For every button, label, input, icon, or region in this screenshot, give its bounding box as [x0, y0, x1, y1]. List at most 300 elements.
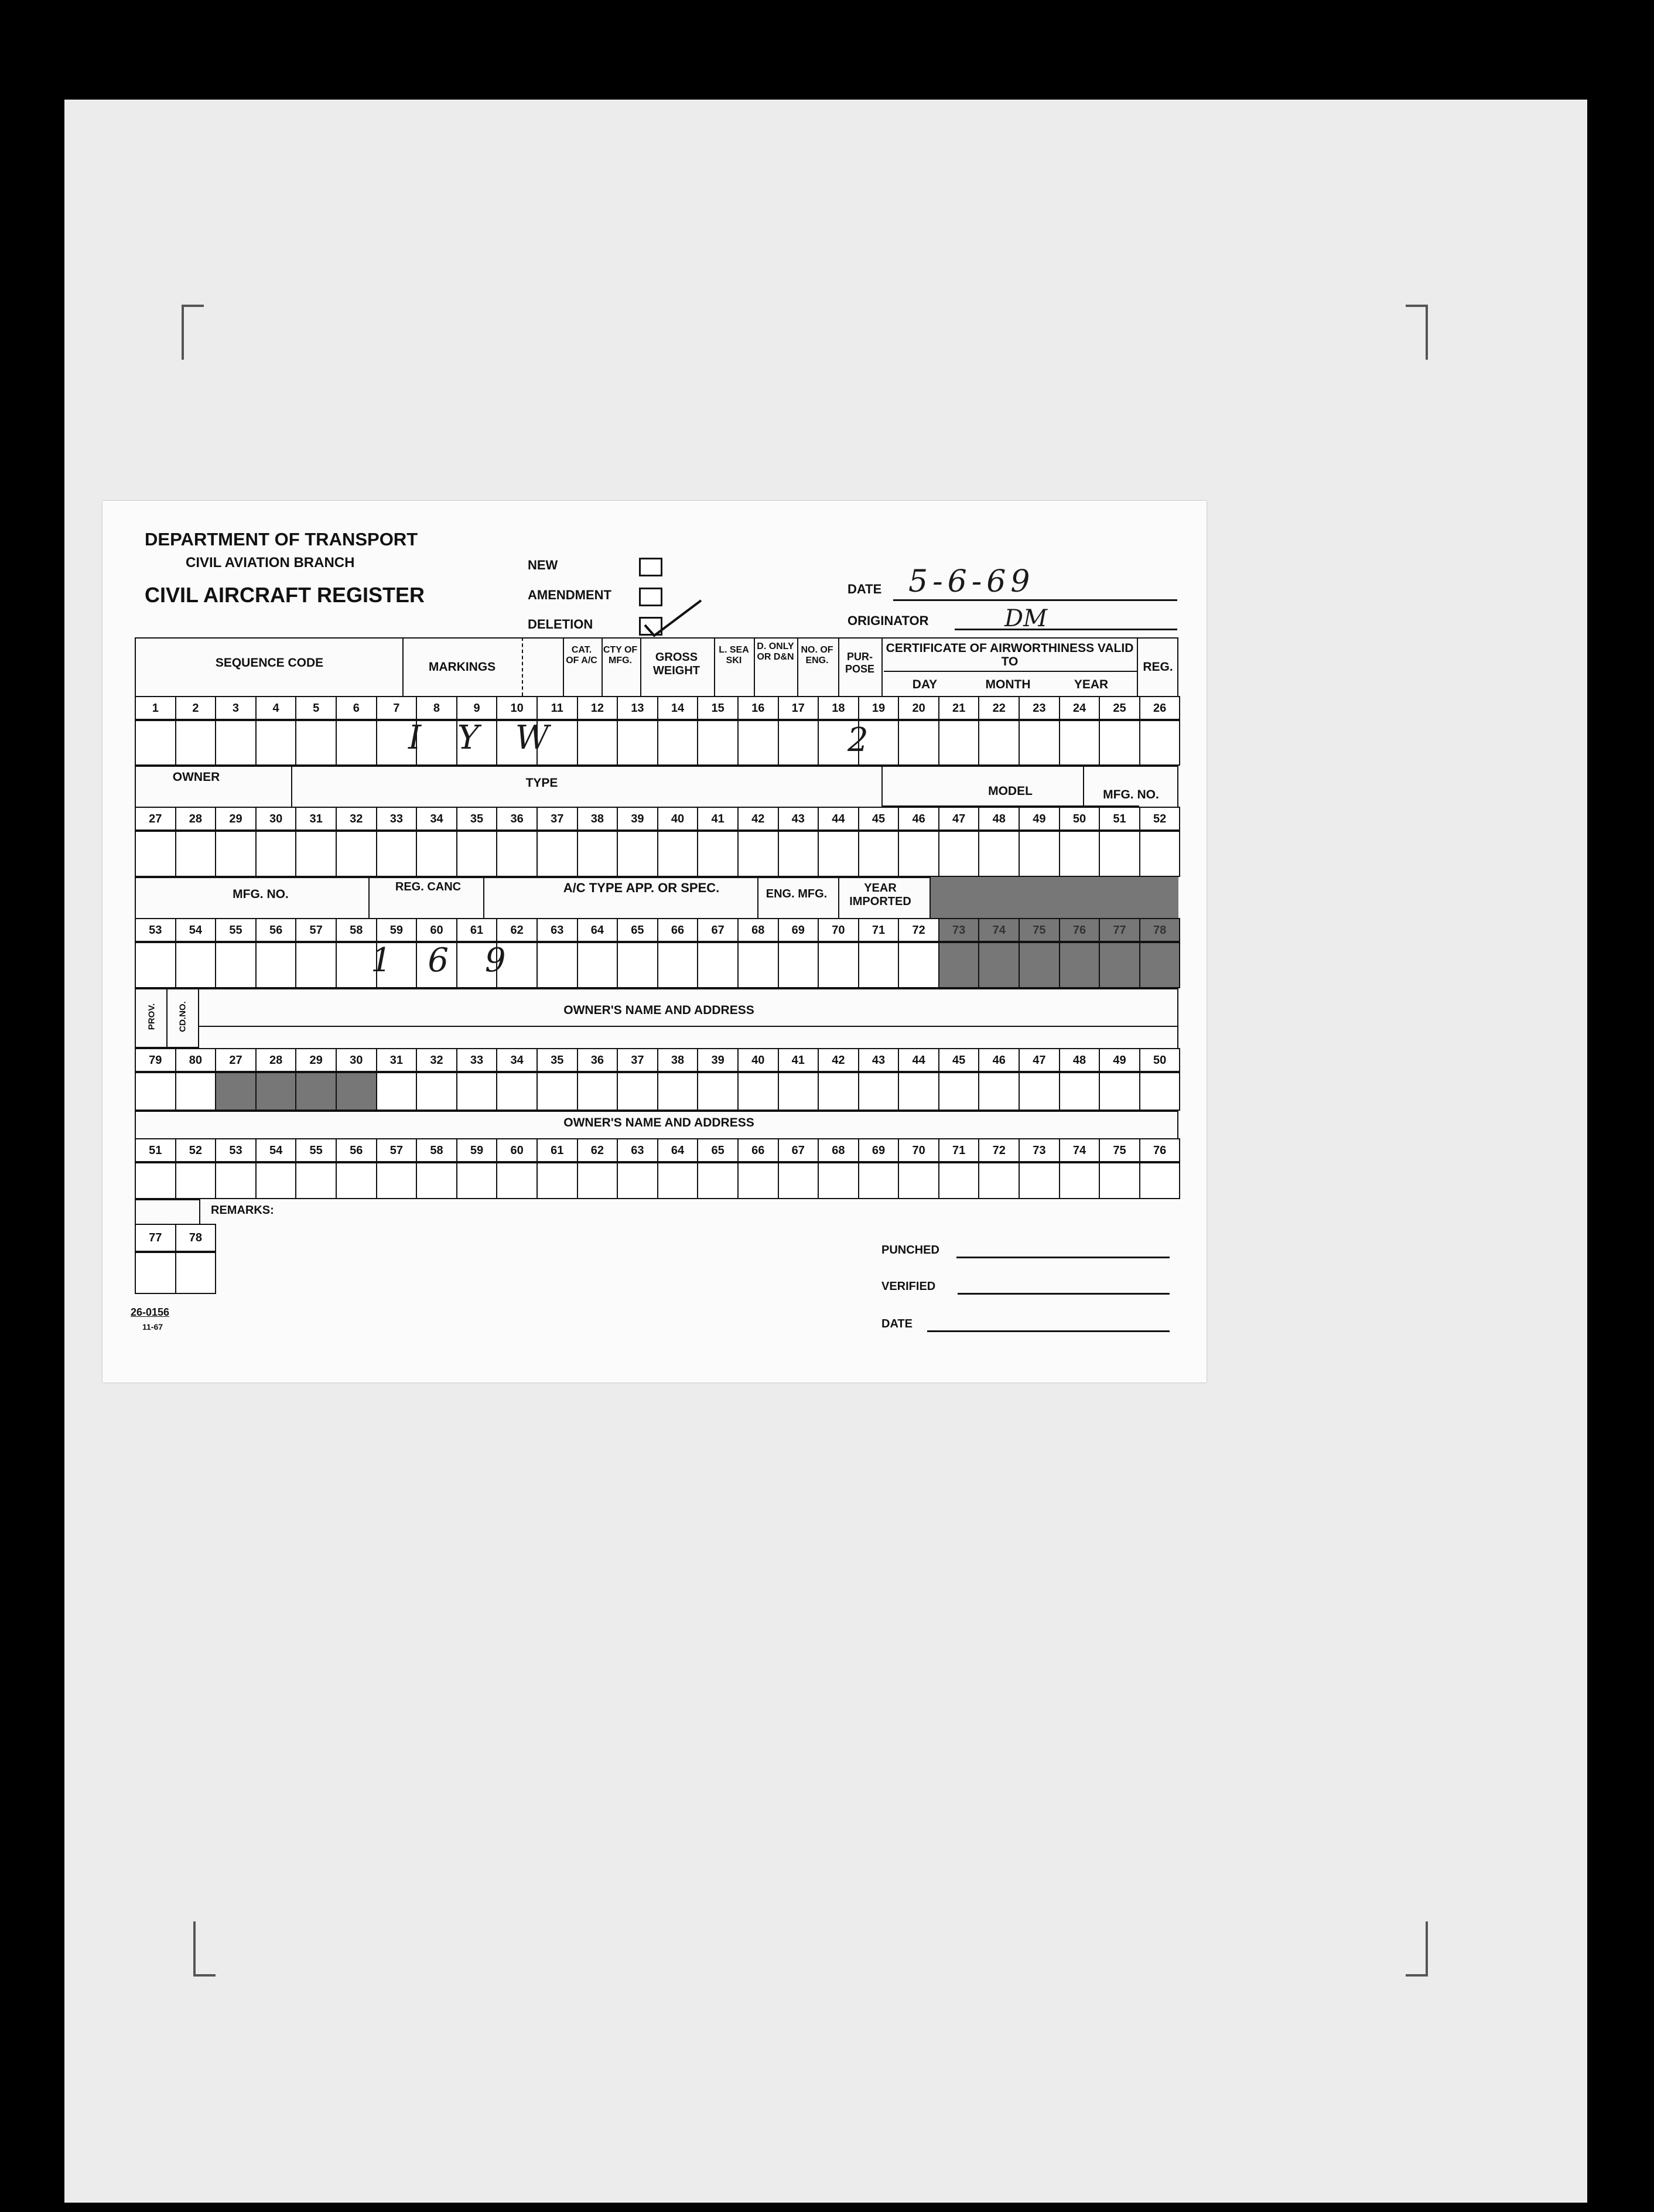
cty-of-mfg-header: CTY OF MFG. [603, 645, 638, 665]
entry-cell-30[interactable] [255, 831, 297, 877]
entry-cell-56[interactable] [255, 942, 297, 988]
crop-mark-top-left [182, 305, 204, 360]
punched-label: PUNCHED [881, 1244, 939, 1257]
column-number-49: 49 [1099, 1048, 1140, 1072]
entry-cell-75[interactable] [1019, 942, 1060, 988]
entry-cell-45[interactable] [938, 1072, 980, 1111]
entry-cell-20[interactable] [898, 720, 939, 766]
entry-cell-15[interactable] [697, 720, 739, 766]
section4-entry-row[interactable] [136, 1072, 1180, 1111]
entry-cell-76[interactable] [1059, 942, 1101, 988]
column-number-74: 74 [978, 918, 1020, 942]
entry-cell-21[interactable] [938, 720, 980, 766]
model-header: MODEL [988, 784, 1033, 798]
column-number-64: 64 [657, 1138, 699, 1162]
entry-cell-43[interactable] [778, 831, 819, 877]
entry-cell-39[interactable] [697, 1072, 739, 1111]
entry-cell-32[interactable] [336, 831, 377, 877]
section5-number-row [136, 1138, 1180, 1162]
column-number-77: 77 [135, 1224, 176, 1252]
crop-mark-top-right [1406, 305, 1428, 360]
entry-cell-49[interactable] [1099, 1072, 1140, 1111]
remarks-number-row [136, 1224, 216, 1252]
column-number-6: 6 [336, 696, 377, 720]
column-number-35: 35 [536, 1048, 578, 1072]
column-number-75: 75 [1099, 1138, 1140, 1162]
purpose-header: PUR-POSE [845, 651, 875, 675]
column-number-22: 22 [978, 696, 1020, 720]
column-number-55: 55 [215, 918, 257, 942]
column-number-76: 76 [1059, 918, 1101, 942]
column-number-9: 9 [456, 696, 498, 720]
column-number-79: 79 [135, 1048, 176, 1072]
column-number-33: 33 [456, 1048, 498, 1072]
column-number-57: 57 [295, 918, 337, 942]
section5-entry-row[interactable] [136, 1162, 1180, 1199]
entry-cell-29[interactable] [295, 1072, 337, 1111]
column-number-26: 26 [1139, 696, 1181, 720]
prov-header: PROV. [146, 1003, 157, 1030]
register-title: CIVIL AIRCRAFT REGISTER [145, 583, 425, 607]
column-number-27: 27 [135, 807, 176, 831]
column-number-46: 46 [978, 1048, 1020, 1072]
column-number-1: 1 [135, 696, 176, 720]
column-number-46: 46 [898, 807, 939, 831]
originator-label: ORIGINATOR [847, 613, 929, 628]
month-subheader: MONTH [985, 678, 1031, 691]
entry-cell-44[interactable] [898, 1072, 939, 1111]
amendment-label: AMENDMENT [528, 588, 611, 602]
verified-line[interactable] [958, 1293, 1170, 1295]
entry-cell-37[interactable] [617, 1072, 658, 1111]
entry-cell-56[interactable] [336, 1162, 377, 1199]
entry-cell-37[interactable] [536, 831, 578, 877]
entry-cell-69[interactable] [858, 1162, 900, 1199]
entry-cell-69[interactable] [778, 942, 819, 988]
entry-cell-63[interactable] [617, 1162, 658, 1199]
entry-cell-13[interactable] [617, 720, 658, 766]
column-number-51: 51 [1099, 807, 1140, 831]
entry-cell-59[interactable] [456, 1162, 498, 1199]
entry-cell-14[interactable] [657, 720, 699, 766]
column-number-30: 30 [336, 1048, 377, 1072]
column-number-28: 28 [255, 1048, 297, 1072]
column-number-45: 45 [858, 807, 900, 831]
entry-cell-67[interactable] [778, 1162, 819, 1199]
column-number-58: 58 [336, 918, 377, 942]
date-label: DATE [847, 582, 882, 596]
entry-cell-68[interactable] [737, 942, 779, 988]
entry-cell-27[interactable] [215, 1072, 257, 1111]
entry-cell-71[interactable] [938, 1162, 980, 1199]
entry-cell-78[interactable] [175, 1252, 217, 1294]
shaded-header-block [929, 877, 1178, 918]
entry-cell-32[interactable] [416, 1072, 457, 1111]
column-number-42: 42 [737, 807, 779, 831]
form-revision: 11-67 [142, 1322, 163, 1332]
column-number-61: 61 [536, 1138, 578, 1162]
column-number-48: 48 [978, 807, 1020, 831]
cd-no-header: CD.NO. [177, 1001, 188, 1032]
entry-cell-77[interactable] [1099, 942, 1140, 988]
entry-cell-66[interactable] [737, 1162, 779, 1199]
entry-cell-31[interactable] [376, 1072, 418, 1111]
entry-cell-55[interactable] [215, 942, 257, 988]
column-number-78: 78 [175, 1224, 217, 1252]
section3-entry-row[interactable] [136, 942, 1180, 988]
column-number-48: 48 [1059, 1048, 1101, 1072]
reg-canc-header: REG. CANC [395, 880, 462, 893]
no-of-eng-header: NO. OF ENG. [801, 645, 833, 665]
date-value[interactable]: 5-6-69 [908, 564, 1035, 599]
entry-cell-26[interactable] [1139, 720, 1181, 766]
deletion-checkmark-icon [641, 595, 706, 641]
column-number-64: 64 [577, 918, 618, 942]
column-number-50: 50 [1059, 807, 1101, 831]
column-number-80: 80 [175, 1048, 217, 1072]
column-number-21: 21 [938, 696, 980, 720]
column-number-37: 37 [536, 807, 578, 831]
column-number-66: 66 [737, 1138, 779, 1162]
entry-cell-45[interactable] [858, 831, 900, 877]
column-number-65: 65 [697, 1138, 739, 1162]
column-number-44: 44 [818, 807, 859, 831]
deletion-label: DELETION [528, 617, 593, 631]
column-number-45: 45 [938, 1048, 980, 1072]
entry-cell-17[interactable] [778, 720, 819, 766]
section3-number-row [136, 918, 1180, 942]
entry-cell-33[interactable] [376, 831, 418, 877]
crop-mark-bottom-right [1406, 1921, 1428, 1977]
entry-cell-62[interactable] [577, 1162, 618, 1199]
entry-cell-5[interactable] [295, 720, 337, 766]
column-number-19: 19 [858, 696, 900, 720]
column-number-60: 60 [496, 1138, 538, 1162]
column-number-70: 70 [818, 918, 859, 942]
column-number-51: 51 [135, 1138, 176, 1162]
column-number-42: 42 [818, 1048, 859, 1072]
column-number-15: 15 [697, 696, 739, 720]
entry-cell-48[interactable] [978, 831, 1020, 877]
entry-cell-80[interactable] [175, 1072, 217, 1111]
entry-cell-12[interactable] [577, 720, 618, 766]
remarks-label: REMARKS: [211, 1204, 274, 1217]
new-checkbox[interactable] [639, 558, 662, 576]
entry-cell-42[interactable] [737, 831, 779, 877]
verified-label: VERIFIED [881, 1280, 936, 1293]
column-number-33: 33 [376, 807, 418, 831]
entry-cell-79[interactable] [135, 1072, 176, 1111]
entry-cell-75[interactable] [1099, 1162, 1140, 1199]
column-number-20: 20 [898, 696, 939, 720]
signoff-date-line[interactable] [927, 1330, 1170, 1332]
column-number-54: 54 [255, 1138, 297, 1162]
column-number-38: 38 [657, 1048, 699, 1072]
column-number-52: 52 [175, 1138, 217, 1162]
entry-cell-46[interactable] [978, 1072, 1020, 1111]
entry-cell-46[interactable] [898, 831, 939, 877]
entry-cell-65[interactable] [617, 942, 658, 988]
entry-cell-63[interactable] [536, 942, 578, 988]
column-number-69: 69 [778, 918, 819, 942]
column-number-13: 13 [617, 696, 658, 720]
entry-cell-39[interactable] [617, 831, 658, 877]
column-number-72: 72 [978, 1138, 1020, 1162]
entry-cell-38[interactable] [657, 1072, 699, 1111]
column-number-43: 43 [858, 1048, 900, 1072]
column-number-43: 43 [778, 807, 819, 831]
section1-entry-row[interactable] [136, 720, 1180, 766]
column-number-62: 62 [496, 918, 538, 942]
entry-cell-40[interactable] [737, 1072, 779, 1111]
markings-entry[interactable]: I Y W [408, 719, 562, 757]
column-number-60: 60 [416, 918, 457, 942]
column-number-41: 41 [697, 807, 739, 831]
column-number-31: 31 [376, 1048, 418, 1072]
entry-cell-33[interactable] [456, 1072, 498, 1111]
column-number-14: 14 [657, 696, 699, 720]
register-card [102, 501, 1207, 1383]
entry-cell-72[interactable] [898, 942, 939, 988]
entry-cell-71[interactable] [858, 942, 900, 988]
entry-cell-78[interactable] [1139, 942, 1181, 988]
entry-cell-72[interactable] [978, 1162, 1020, 1199]
column-number-7: 7 [376, 696, 418, 720]
sequence-code-header: SEQUENCE CODE [215, 656, 324, 670]
column-number-56: 56 [336, 1138, 377, 1162]
column-number-71: 71 [858, 918, 900, 942]
column-number-38: 38 [577, 807, 618, 831]
column-number-73: 73 [1019, 1138, 1060, 1162]
owners-name-address-header: OWNER'S NAME AND ADDRESS [563, 1003, 754, 1017]
entry-cell-54[interactable] [255, 1162, 297, 1199]
entry-cell-68[interactable] [818, 1162, 859, 1199]
column-number-66: 66 [657, 918, 699, 942]
entry-cell-52[interactable] [175, 1162, 217, 1199]
entry-cell-41[interactable] [778, 1072, 819, 1111]
column-number-30: 30 [255, 807, 297, 831]
punched-line[interactable] [956, 1257, 1170, 1258]
entry-cell-55[interactable] [295, 1162, 337, 1199]
owners-name-address-header-2: OWNER'S NAME AND ADDRESS [563, 1116, 754, 1129]
column-number-52: 52 [1139, 807, 1181, 831]
entry-cell-52[interactable] [1139, 831, 1181, 877]
entry-cell-25[interactable] [1099, 720, 1140, 766]
column-number-36: 36 [577, 1048, 618, 1072]
column-number-34: 34 [416, 807, 457, 831]
mfg-no-header-2: MFG. NO. [233, 887, 289, 901]
entry-cell-34[interactable] [416, 831, 457, 877]
entry-cell-28[interactable] [255, 1072, 297, 1111]
column-number-49: 49 [1019, 807, 1060, 831]
gross-weight-header: GROSS WEIGHT [653, 651, 700, 677]
column-number-10: 10 [496, 696, 538, 720]
entry-cell-65[interactable] [697, 1162, 739, 1199]
entry-cell-41[interactable] [697, 831, 739, 877]
entry-cell-73[interactable] [1019, 1162, 1060, 1199]
entry-cell-44[interactable] [818, 831, 859, 877]
entry-cell-61[interactable] [536, 1162, 578, 1199]
entry-cell-58[interactable] [416, 1162, 457, 1199]
entry-cell-23[interactable] [1019, 720, 1060, 766]
entry-cell-2[interactable] [175, 720, 217, 766]
column-number-40: 40 [657, 807, 699, 831]
column-number-3: 3 [215, 696, 257, 720]
section2-number-row [136, 807, 1180, 831]
column-number-5: 5 [295, 696, 337, 720]
column-number-47: 47 [938, 807, 980, 831]
column-number-32: 32 [416, 1048, 457, 1072]
column-number-73: 73 [938, 918, 980, 942]
signoff-date-label: DATE [881, 1317, 913, 1330]
entry-cell-31[interactable] [295, 831, 337, 877]
column-number-41: 41 [778, 1048, 819, 1072]
entry-cell-30[interactable] [336, 1072, 377, 1111]
entry-cell-77[interactable] [135, 1252, 176, 1294]
column-number-2: 2 [175, 696, 217, 720]
column-number-61: 61 [456, 918, 498, 942]
entry-cell-51[interactable] [135, 1162, 176, 1199]
column-number-47: 47 [1019, 1048, 1060, 1072]
entry-cell-50[interactable] [1059, 831, 1101, 877]
column-number-68: 68 [737, 918, 779, 942]
entry-cell-73[interactable] [938, 942, 980, 988]
entry-cell-64[interactable] [657, 1162, 699, 1199]
type-approval-header: A/C TYPE APP. OR SPEC. [563, 880, 720, 895]
entry-cell-6[interactable] [336, 720, 377, 766]
entry-cell-74[interactable] [1059, 1162, 1101, 1199]
entry-cell-47[interactable] [938, 831, 980, 877]
remarks-entry-row[interactable] [136, 1252, 216, 1294]
entry-cell-34[interactable] [496, 1072, 538, 1111]
column-number-32: 32 [336, 807, 377, 831]
entry-cell-50[interactable] [1139, 1072, 1181, 1111]
column-number-68: 68 [818, 1138, 859, 1162]
entry-cell-49[interactable] [1019, 831, 1060, 877]
entry-cell-43[interactable] [858, 1072, 900, 1111]
entry-cell-64[interactable] [577, 942, 618, 988]
section2-entry-row[interactable] [136, 831, 1180, 877]
entry-cell-27[interactable] [135, 831, 176, 877]
entry-cell-38[interactable] [577, 831, 618, 877]
column-number-12: 12 [577, 696, 618, 720]
entry-cell-57[interactable] [376, 1162, 418, 1199]
column-number-55: 55 [295, 1138, 337, 1162]
column-number-62: 62 [577, 1138, 618, 1162]
originator-line [955, 629, 1177, 630]
crop-mark-bottom-left [193, 1921, 216, 1977]
entry-cell-51[interactable] [1099, 831, 1140, 877]
entry-cell-74[interactable] [978, 942, 1020, 988]
form-number: 26-0156 [131, 1306, 170, 1318]
entry-cell-53[interactable] [215, 1162, 257, 1199]
column-number-67: 67 [697, 918, 739, 942]
sea-ski-header: L. SEA SKI [719, 645, 749, 665]
year-subheader: YEAR [1074, 678, 1109, 691]
column-number-71: 71 [938, 1138, 980, 1162]
entry-cell-4[interactable] [255, 720, 297, 766]
column-number-11: 11 [536, 696, 578, 720]
entry-cell-60[interactable] [496, 1162, 538, 1199]
entry-cell-3[interactable] [215, 720, 257, 766]
column-number-44: 44 [898, 1048, 939, 1072]
entry-cell-28[interactable] [175, 831, 217, 877]
entry-cell-70[interactable] [818, 942, 859, 988]
reg-header: REG. [1143, 660, 1173, 674]
entry-cell-1[interactable] [135, 720, 176, 766]
column-number-16: 16 [737, 696, 779, 720]
column-number-57: 57 [376, 1138, 418, 1162]
entry-cell-66[interactable] [657, 942, 699, 988]
mfg-no-header: MFG. NO. [1103, 788, 1159, 801]
entry-cell-76[interactable] [1139, 1162, 1181, 1199]
column-number-77: 77 [1099, 918, 1140, 942]
column-number-23: 23 [1019, 696, 1060, 720]
entry-cell-22[interactable] [978, 720, 1020, 766]
column-number-8: 8 [416, 696, 457, 720]
entry-cell-16[interactable] [737, 720, 779, 766]
entry-cell-35[interactable] [536, 1072, 578, 1111]
entry-cell-57[interactable] [295, 942, 337, 988]
entry-cell-24[interactable] [1059, 720, 1101, 766]
column-number-72: 72 [898, 918, 939, 942]
column-number-34: 34 [496, 1048, 538, 1072]
section4-number-row [136, 1048, 1180, 1072]
new-label: NEW [528, 558, 558, 572]
column-number-25: 25 [1099, 696, 1140, 720]
entry-cell-47[interactable] [1019, 1072, 1060, 1111]
year-imported-header: YEAR IMPORTED [849, 882, 911, 908]
day-night-header: D. ONLY OR D&N [757, 641, 794, 662]
department-title: DEPARTMENT OF TRANSPORT [145, 529, 418, 549]
column-number-56: 56 [255, 918, 297, 942]
column-number-53: 53 [215, 1138, 257, 1162]
column-number-67: 67 [778, 1138, 819, 1162]
column-number-58: 58 [416, 1138, 457, 1162]
column-number-50: 50 [1139, 1048, 1181, 1072]
entry-cell-70[interactable] [898, 1162, 939, 1199]
entry-cell-42[interactable] [818, 1072, 859, 1111]
markings-header: MARKINGS [428, 660, 496, 674]
branch-title: CIVIL AVIATION BRANCH [186, 555, 355, 571]
entry-cell-36[interactable] [577, 1072, 618, 1111]
eng-mfg-header: ENG. MFG. [766, 887, 828, 900]
column-number-29: 29 [215, 807, 257, 831]
entry-cell-53[interactable] [135, 942, 176, 988]
column-number-70: 70 [898, 1138, 939, 1162]
column-number-35: 35 [456, 807, 498, 831]
entry-cell-29[interactable] [215, 831, 257, 877]
day-subheader: DAY [912, 678, 938, 691]
originator-value[interactable]: DM [1004, 605, 1048, 632]
entry-cell-36[interactable] [496, 831, 538, 877]
column-number-36: 36 [496, 807, 538, 831]
column-number-53: 53 [135, 918, 176, 942]
purpose-entry[interactable]: 2 [847, 721, 869, 759]
entry-cell-35[interactable] [456, 831, 498, 877]
column-number-24: 24 [1059, 696, 1101, 720]
entry-cell-48[interactable] [1059, 1072, 1101, 1111]
entry-cell-67[interactable] [697, 942, 739, 988]
column-number-17: 17 [778, 696, 819, 720]
entry-cell-54[interactable] [175, 942, 217, 988]
column-number-59: 59 [456, 1138, 498, 1162]
reg-canc-entry[interactable]: 1 6 9 [371, 941, 519, 979]
column-number-39: 39 [697, 1048, 739, 1072]
entry-cell-40[interactable] [657, 831, 699, 877]
column-number-31: 31 [295, 807, 337, 831]
column-number-63: 63 [617, 1138, 658, 1162]
